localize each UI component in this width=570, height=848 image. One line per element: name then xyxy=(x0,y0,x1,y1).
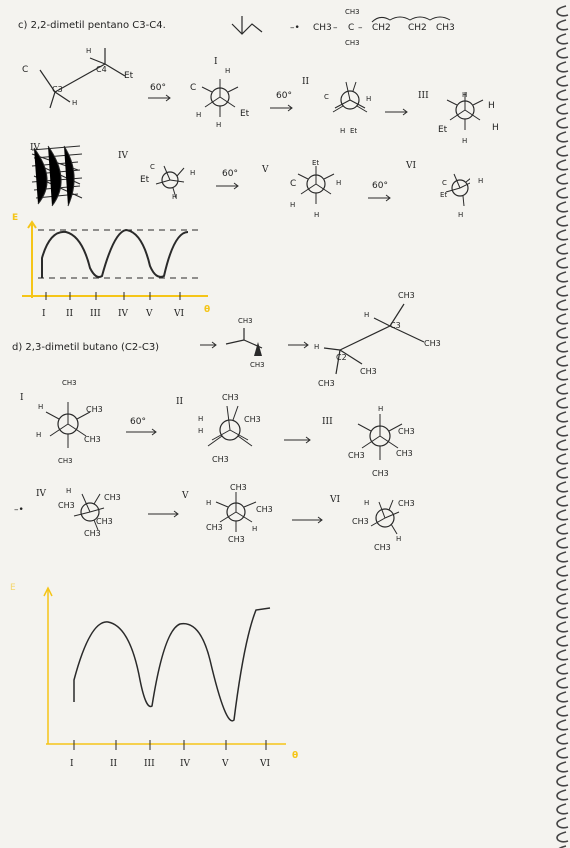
sub-label: CH3 xyxy=(398,499,415,508)
spiral-ring xyxy=(557,762,568,772)
spiral-ring xyxy=(557,524,568,534)
graph-c-tick: VI xyxy=(174,309,185,319)
angle-label: 60° xyxy=(150,83,166,93)
sub-label: H xyxy=(378,405,384,413)
spiral-ring xyxy=(557,566,568,576)
spiral-ring xyxy=(557,342,568,352)
newman-c-I xyxy=(202,79,238,117)
spiral-ring xyxy=(557,104,568,114)
spiral-ring xyxy=(557,118,568,128)
spiral-ring xyxy=(557,314,568,324)
sub-label: H xyxy=(364,499,370,507)
sawhorse-h: H xyxy=(86,47,92,55)
formula-ch3-right: CH3 xyxy=(436,23,455,33)
sub-label: Et xyxy=(440,191,448,199)
sub-label: C xyxy=(290,179,297,189)
spiral-ring xyxy=(557,244,568,254)
graph-d-tick: VI xyxy=(260,759,271,769)
spiral-ring xyxy=(557,272,568,282)
sub-label: H xyxy=(336,179,342,187)
sawhorse-d-ch3: CH3 xyxy=(398,291,415,300)
sub-label: C xyxy=(150,163,155,171)
sawhorse-d-ch3: CH3 xyxy=(360,367,377,376)
spiral-ring xyxy=(557,818,568,828)
sub-label: H xyxy=(198,415,204,423)
sub-label: H xyxy=(38,403,44,411)
spiral-ring xyxy=(557,692,568,702)
spiral-ring xyxy=(557,650,568,660)
angle-label: 60° xyxy=(276,91,292,101)
conformer-label: III xyxy=(418,91,429,101)
skeletal-ch3-top: CH3 xyxy=(238,317,253,325)
arrow xyxy=(126,428,160,436)
sub-label: H xyxy=(478,177,484,185)
sub-label: H xyxy=(488,101,495,111)
spiral-ring xyxy=(557,62,568,72)
spiral-ring xyxy=(557,552,568,562)
sub-label: H xyxy=(190,169,196,177)
sub-label: H xyxy=(458,211,464,219)
graph-c-axis-e: E xyxy=(12,213,19,223)
sub-label: H xyxy=(36,431,42,439)
sub-label: H xyxy=(492,123,499,133)
sub-label: H xyxy=(66,487,72,495)
sub-label: CH3 xyxy=(58,501,75,510)
sub-label: C xyxy=(190,83,197,93)
conformer-label: VI xyxy=(330,495,341,505)
graph-d-tick: V xyxy=(222,759,229,769)
sub-label: CH3 xyxy=(58,457,73,465)
spiral-ring xyxy=(557,76,568,86)
sawhorse-c-left: C xyxy=(22,65,29,75)
spiral-ring xyxy=(557,468,568,478)
spiral-ring xyxy=(557,286,568,296)
formula-ch3-bottom: CH3 xyxy=(345,39,360,47)
spiral-ring xyxy=(557,636,568,646)
sub-label: H xyxy=(206,499,212,507)
spiral-ring xyxy=(557,776,568,786)
conformer-label: II xyxy=(302,77,310,87)
graph-c xyxy=(18,218,218,318)
notebook-spiral-binding xyxy=(548,0,570,848)
sub-label: H xyxy=(290,201,296,209)
spiral-ring xyxy=(557,580,568,590)
sub-label: CH3 xyxy=(62,379,77,387)
spiral-ring xyxy=(557,454,568,464)
sawhorse-h: H xyxy=(72,99,78,107)
formula-ch2-b: CH2 xyxy=(408,23,427,33)
spiral-ring xyxy=(557,790,568,800)
sawhorse-et: Et xyxy=(124,71,134,81)
angle-label: 60° xyxy=(222,169,238,179)
sub-label: CH3 xyxy=(206,523,223,532)
conformer-label: VI xyxy=(406,161,417,171)
spiral-ring xyxy=(557,804,568,814)
arrow xyxy=(368,194,394,202)
sub-label: CH3 xyxy=(244,415,261,424)
sub-label: CH3 xyxy=(374,543,391,552)
spiral-ring xyxy=(557,622,568,632)
sub-label: H xyxy=(216,121,222,129)
formula-dash: – xyxy=(358,23,363,33)
spiral-ring xyxy=(557,356,568,366)
sub-label: CH3 xyxy=(372,469,389,478)
graph-d-tick: III xyxy=(144,759,155,769)
sub-label: Et xyxy=(350,127,358,135)
angle-label: 60° xyxy=(130,417,146,427)
sub-label: C xyxy=(324,93,329,101)
arrow-small: –• xyxy=(14,505,24,515)
arrow xyxy=(148,94,174,102)
sawhorse-d-ch3: CH3 xyxy=(424,339,441,348)
graph-c-tick: IV xyxy=(118,309,129,319)
angle-label: 60° xyxy=(372,181,388,191)
sub-label: Et xyxy=(312,159,320,167)
graph-d xyxy=(30,580,310,760)
spiral-ring xyxy=(557,538,568,548)
spiral-ring xyxy=(557,608,568,618)
conformer-label: IV xyxy=(36,489,47,499)
graph-d-tick: IV xyxy=(180,759,191,769)
spiral-ring xyxy=(557,230,568,240)
conformer-label: II xyxy=(176,397,184,407)
spiral-ring xyxy=(557,678,568,688)
arrow-to-formula: –• xyxy=(290,23,300,33)
spiral-ring xyxy=(557,132,568,142)
sub-label: CH3 xyxy=(228,535,245,544)
graph-d-tick: II xyxy=(110,759,118,769)
scratched-label: IV xyxy=(30,143,41,153)
newman-c-VI xyxy=(446,174,470,206)
newman-d-VI xyxy=(371,500,399,534)
sub-label: CH3 xyxy=(84,435,101,444)
arrow xyxy=(292,516,326,524)
spiral-ring xyxy=(557,202,568,212)
spiral-ring xyxy=(557,20,568,30)
spiral-ring xyxy=(557,664,568,674)
conformer-label: IV xyxy=(118,151,129,161)
sawhorse-d-c3: C3 xyxy=(390,321,401,330)
sub-label: CH3 xyxy=(396,449,413,458)
sub-label: H xyxy=(462,137,468,145)
arrow xyxy=(270,104,296,112)
spiral-ring xyxy=(557,48,568,58)
spiral-ring xyxy=(557,832,568,842)
spiral-ring xyxy=(557,720,568,730)
sub-label: CH3 xyxy=(104,493,121,502)
sub-label: H xyxy=(225,67,231,75)
spiral-ring xyxy=(557,90,568,100)
sub-label: CH3 xyxy=(212,455,229,464)
sub-label: CH3 xyxy=(96,517,113,526)
newman-c-II xyxy=(333,82,367,112)
sub-label: H xyxy=(340,127,346,135)
newman-c-IV xyxy=(156,166,184,198)
sub-label: Et xyxy=(140,175,150,185)
sub-label: H xyxy=(172,193,178,201)
spiral-ring xyxy=(557,440,568,450)
spiral-ring xyxy=(557,748,568,758)
spiral-ring xyxy=(557,482,568,492)
spiral-ring xyxy=(557,216,568,226)
graph-d-axis-e: E xyxy=(10,583,16,593)
spiral-ring xyxy=(557,496,568,506)
graph-d-tick: I xyxy=(70,759,74,769)
spiral-ring xyxy=(557,384,568,394)
formula-dash: – xyxy=(333,23,338,33)
arrow xyxy=(200,340,220,350)
skeletal-structure-d xyxy=(222,326,272,366)
spiral-ring xyxy=(557,706,568,716)
conformer-label: I xyxy=(20,393,24,403)
conformer-label: III xyxy=(322,417,333,427)
sub-label: H xyxy=(396,535,402,543)
arrow xyxy=(148,510,182,518)
sawhorse-c3: C3 xyxy=(52,85,63,94)
graph-c-tick: I xyxy=(42,309,46,319)
sub-label: CH3 xyxy=(398,427,415,436)
conformer-label: V xyxy=(182,491,189,501)
sub-label: CH3 xyxy=(230,483,247,492)
sub-label: CH3 xyxy=(348,451,365,460)
arrow xyxy=(284,436,314,444)
spiral-ring xyxy=(557,510,568,520)
newman-c-V xyxy=(298,166,334,204)
sawhorse-d-h: H xyxy=(314,343,320,351)
spiral-ring xyxy=(557,188,568,198)
formula-c: C xyxy=(348,23,355,33)
section-d-title: d) 2,3-dimetil butano (C2-C3) xyxy=(12,342,160,353)
sub-label: H xyxy=(198,427,204,435)
sub-label: C xyxy=(442,179,447,187)
sawhorse-d-c2: C2 xyxy=(336,353,347,362)
formula-ch3-left: CH3 xyxy=(313,23,332,33)
brace-top xyxy=(370,12,470,24)
spiral-ring xyxy=(557,398,568,408)
conformer-label: V xyxy=(262,165,269,175)
spiral-ring xyxy=(557,6,568,16)
graph-c-axis-theta: θ xyxy=(204,305,211,315)
spiral-ring xyxy=(557,34,568,44)
sawhorse-c4: C4 xyxy=(96,65,107,74)
sub-label: CH3 xyxy=(84,529,101,538)
spiral-ring xyxy=(557,300,568,310)
spiral-ring xyxy=(557,412,568,422)
sub-label: CH3 xyxy=(352,517,369,526)
formula-ch2-a: CH2 xyxy=(372,23,391,33)
formula-ch3-top: CH3 xyxy=(345,8,360,16)
spiral-ring xyxy=(557,146,568,156)
spiral-ring xyxy=(557,328,568,338)
newman-row-c2 xyxy=(130,152,470,222)
sub-label: H xyxy=(252,525,258,533)
spiral-ring xyxy=(557,734,568,744)
sub-label: CH3 xyxy=(222,393,239,402)
spiral-ring xyxy=(557,370,568,380)
sub-label: CH3 xyxy=(86,405,103,414)
sawhorse-d-ch3: CH3 xyxy=(318,379,335,388)
newman-d-II xyxy=(208,406,252,446)
graph-c-tick: V xyxy=(146,309,153,319)
spiral-ring xyxy=(557,160,568,170)
sub-label: H xyxy=(366,95,372,103)
spiral-ring xyxy=(557,594,568,604)
sawhorse-d-h: H xyxy=(364,311,370,319)
arrow xyxy=(216,182,242,190)
graph-c-tick: III xyxy=(90,309,101,319)
skeletal-ch3-bottom: CH3 xyxy=(250,361,265,369)
graph-d-axis-theta: θ xyxy=(292,751,299,761)
sub-label: H xyxy=(314,211,320,219)
spiral-ring xyxy=(557,174,568,184)
skeletal-structure-c xyxy=(228,10,268,40)
graph-c-tick: II xyxy=(66,309,74,319)
sub-label: CH3 xyxy=(256,505,273,514)
sub-label: H xyxy=(196,111,202,119)
spiral-ring xyxy=(557,426,568,436)
sub-label: H xyxy=(462,91,468,99)
arrow xyxy=(385,108,411,116)
sub-label: Et xyxy=(240,109,250,119)
section-c-title: c) 2,2-dimetil pentano C3-C4. xyxy=(18,20,166,31)
spiral-ring xyxy=(557,258,568,268)
sub-label: Et xyxy=(438,125,448,135)
conformer-label: I xyxy=(214,57,218,67)
